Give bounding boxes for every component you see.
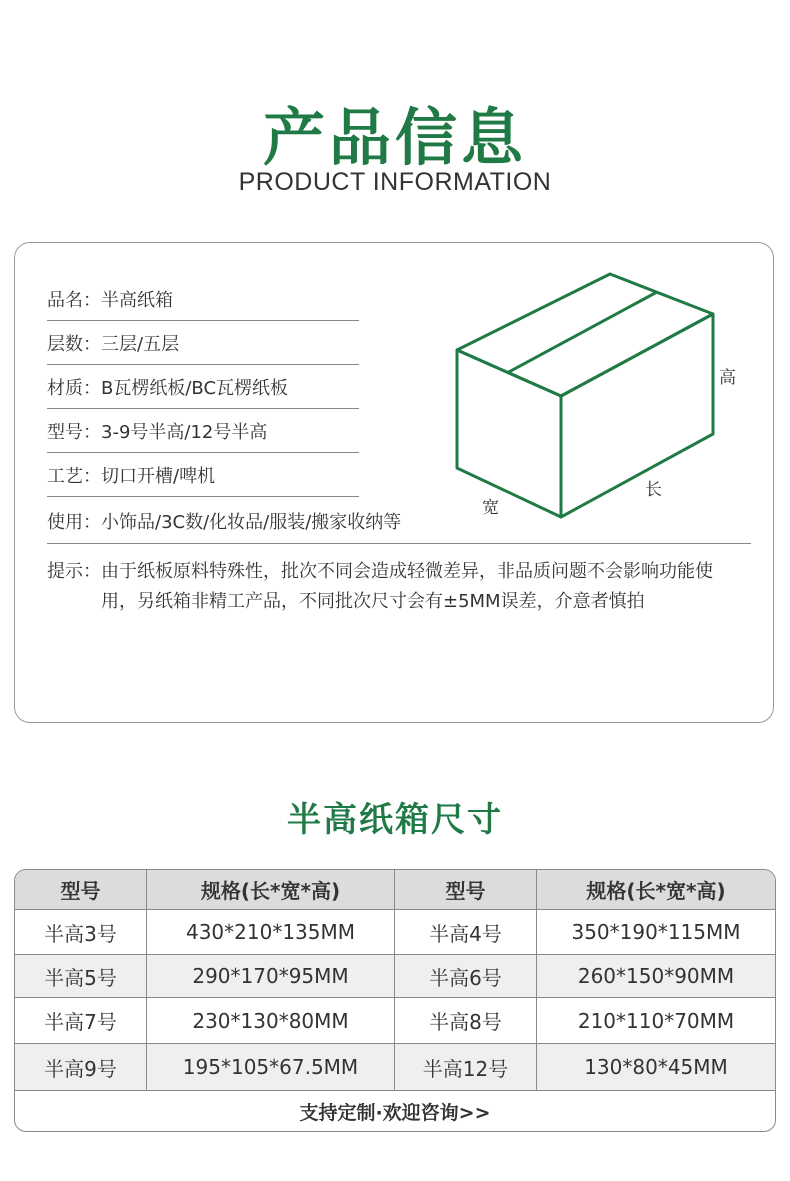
box-side-face [561, 314, 713, 517]
table-cell: 半高7号 [15, 998, 147, 1044]
notice [47, 557, 747, 617]
table-row [15, 910, 775, 955]
page-subtitle: PRODUCT INFORMATION [238, 168, 552, 196]
width-label: 宽 [482, 498, 499, 518]
table-cell: 130*80*45MM [537, 1044, 775, 1091]
size-section-title: 半高纸箱尺寸 [287, 800, 503, 840]
table-row [15, 955, 775, 998]
table-row [15, 998, 775, 1044]
table-cell: 210*110*70MM [537, 998, 775, 1044]
table-cell: 半高4号 [395, 910, 537, 955]
table-cell: 350*190*115MM [537, 910, 775, 955]
table-cell: 290*170*95MM [147, 955, 395, 998]
spec-key: 材质： [47, 377, 101, 399]
header-cell: 规格(长*宽*高) [147, 870, 395, 910]
size-table [14, 869, 776, 1132]
header-cell: 规格(长*宽*高) [537, 870, 775, 910]
table-cell: 半高9号 [15, 1044, 147, 1091]
spec-value: 半高纸箱 [101, 289, 173, 311]
product-info-card [14, 242, 774, 723]
spec-key: 品名： [47, 289, 101, 311]
spec-value: 三层/五层 [101, 333, 180, 355]
header-cell: 型号 [395, 870, 537, 910]
custom-order-link[interactable]: 支持定制·欢迎咨询>> [299, 1101, 491, 1124]
table-cell: 半高8号 [395, 998, 537, 1044]
height-label: 高 [719, 368, 736, 388]
spec-value: B瓦楞纸板/BC瓦楞纸板 [101, 377, 289, 399]
box-front-face [457, 350, 561, 517]
spec-value: 小饰品/3C数/化妆品/服装/搬家收纳等 [101, 512, 402, 533]
header-cell: 型号 [15, 870, 147, 910]
notice-key: 提示： [47, 561, 101, 582]
table-header-row [15, 870, 775, 910]
page-title: 产品信息 [262, 101, 527, 174]
spec-key: 型号： [47, 421, 101, 443]
info-divider [47, 543, 751, 544]
spec-key: 层数： [47, 333, 101, 355]
length-label: 长 [645, 480, 662, 500]
spec-value: 切口开槽/啤机 [101, 465, 216, 487]
spec-key: 使用： [47, 512, 101, 533]
table-cell: 半高3号 [15, 910, 147, 955]
table-cell: 半高6号 [395, 955, 537, 998]
table-cell: 430*210*135MM [147, 910, 395, 955]
table-cell: 半高5号 [15, 955, 147, 998]
notice-text: 由于纸板原料特殊性，批次不同会造成轻微差异，非品质问题不会影响功能使用，另纸箱非精工产品，不同批次尺寸会有±5MM误差，介意者慎拍 [101, 561, 713, 612]
box-tape-line [507, 292, 657, 373]
table-cell: 230*130*80MM [147, 998, 395, 1044]
table-cell: 半高12号 [395, 1044, 537, 1091]
spec-value: 3-9号半高/12号半高 [101, 421, 268, 443]
table-cell: 260*150*90MM [537, 955, 775, 998]
table-row [15, 1044, 775, 1091]
table-cell: 195*105*67.5MM [147, 1044, 395, 1091]
spec-key: 工艺： [47, 465, 101, 487]
